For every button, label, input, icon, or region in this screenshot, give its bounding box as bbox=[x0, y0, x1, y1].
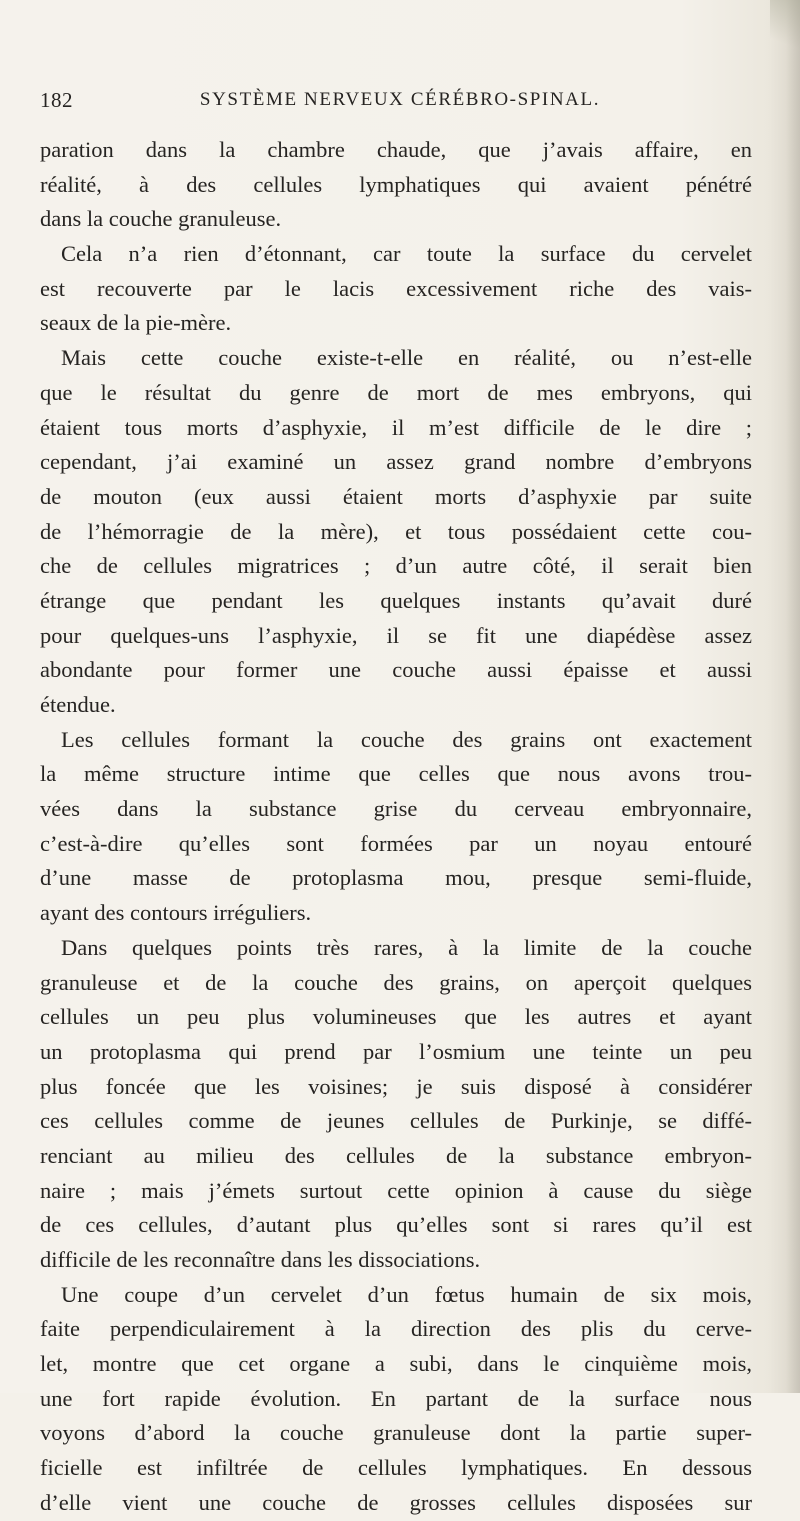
text-line: cellules un peu plus volumineuses que les autres et ayant bbox=[40, 1004, 752, 1030]
text-line: est recouverte par le lacis excessivement riche des vais- bbox=[40, 275, 752, 301]
page-edge-shadow bbox=[786, 0, 800, 1393]
page-header bbox=[40, 88, 760, 118]
text-line: c’est-à-dire qu’elles sont formées par un noyau entouré bbox=[40, 830, 752, 856]
text-line: Cela n’a rien d’étonnant, car toute la surface du cervelet bbox=[61, 241, 752, 267]
text-line: Une coupe d’un cervelet d’un fœtus humain de six mois, bbox=[61, 1281, 752, 1307]
text-line: ces cellules comme de jeunes cellules de Purkinje, se diffé- bbox=[40, 1108, 752, 1134]
text-line: dans la couche granuleuse. bbox=[40, 206, 282, 232]
text-line: let, montre que cet organe a subi, dans le cinquième mois, bbox=[40, 1351, 752, 1377]
text-line: difficile de les reconnaître dans les dissociations. bbox=[40, 1247, 481, 1272]
running-title: SYSTÈME NERVEUX CÉRÉBRO-SPINAL. bbox=[199, 89, 601, 110]
text-line: cependant, j’ai examiné un assez grand nombre d’embryons bbox=[40, 449, 752, 475]
text-line: Les cellules formant la couche des grains ont exactement bbox=[61, 726, 752, 752]
text-line: che de cellules migratrices ; d’un autre côté, il serait bien bbox=[40, 553, 752, 579]
text-line: faite perpendiculairement à la direction des plis du cerve- bbox=[40, 1316, 752, 1342]
text-line: ayant des contours irréguliers. bbox=[40, 900, 312, 926]
text-line: la même structure intime que celles que nous avons trou- bbox=[40, 761, 752, 787]
text-line: pour quelques-uns l’asphyxie, il se fit une diapédèse assez bbox=[40, 622, 752, 648]
text-line: renciant au milieu des cellules de la substance embryon- bbox=[40, 1142, 752, 1168]
text-line: étaient tous morts d’asphyxie, il m’est difficile de le dire ; bbox=[40, 414, 752, 440]
text-line: ficielle est infiltrée de cellules lymphatiques. En dessous bbox=[40, 1455, 752, 1481]
text-line: abondante pour former une couche aussi épaisse et aussi bbox=[40, 657, 752, 683]
text-line: granuleuse et de la couche des grains, on aperçoit quelques bbox=[40, 969, 752, 995]
text-line: un protoplasma qui prend par l’osmium une teinte un peu bbox=[40, 1038, 752, 1064]
text-line: seaux de la pie-mère. bbox=[40, 310, 232, 336]
page-number: 182 bbox=[40, 88, 73, 112]
text-line: étrange que pendant les quelques instants qu’avait duré bbox=[40, 587, 752, 613]
text-line: d’elle vient une couche de grosses cellules disposées sur bbox=[40, 1489, 752, 1515]
text-line: une fort rapide évolution. En partant de la surface nous bbox=[40, 1385, 752, 1411]
text-line: naire ; mais j’émets surtout cette opinion à cause du siège bbox=[40, 1177, 752, 1203]
page-corner-stain bbox=[770, 0, 800, 60]
text-line: de mouton (eux aussi étaient morts d’asphyxie par suite bbox=[40, 483, 752, 509]
text-line: réalité, à des cellules lymphatiques qui avaient pénétré bbox=[40, 171, 752, 197]
text-line: plus foncée que les voisines; je suis disposé à considérer bbox=[40, 1073, 752, 1099]
text-line: de l’hémorragie de la mère), et tous possédaient cette cou- bbox=[40, 518, 752, 544]
text-line: Mais cette couche existe-t-elle en réalité, ou n’est-elle bbox=[61, 345, 752, 371]
text-line: d’une masse de protoplasma mou, presque semi-fluide, bbox=[40, 865, 752, 891]
text-line: étendue. bbox=[40, 692, 116, 717]
text-line: voyons d’abord la couche granuleuse dont la partie super- bbox=[40, 1420, 752, 1446]
body-text bbox=[40, 133, 752, 1521]
text-line: paration dans la chambre chaude, que j’avais affaire, en bbox=[40, 137, 752, 162]
text-line: que le résultat du genre de mort de mes embryons, qui bbox=[40, 379, 752, 405]
text-line: de ces cellules, d’autant plus qu’elles sont si rares qu’il est bbox=[40, 1212, 752, 1238]
text-line: vées dans la substance grise du cerveau embryonnaire, bbox=[40, 796, 752, 822]
text-line: Dans quelques points très rares, à la limite de la couche bbox=[61, 934, 752, 960]
